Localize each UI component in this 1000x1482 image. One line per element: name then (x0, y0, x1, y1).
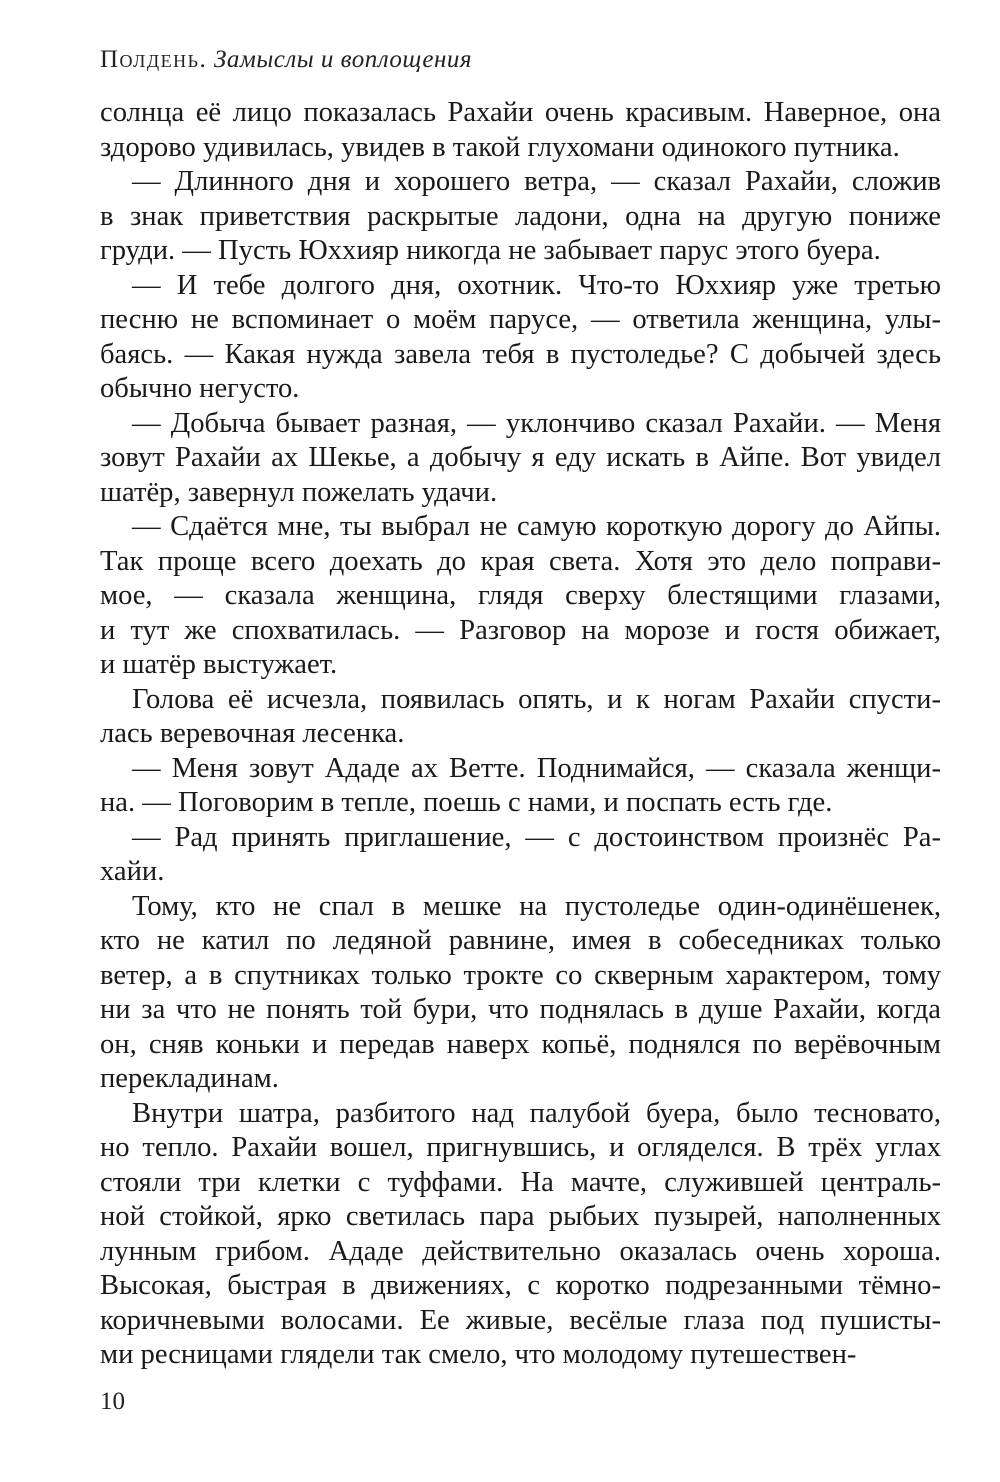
text-line: — Длинного дня и хорошего ветра, — сказал Рахайи, сложив (132, 166, 941, 197)
text-line: песню не вспоминает о моём парусе, — ответила женщина, улы- (100, 304, 941, 335)
text-line: солнца её лицо показалась Рахайи очень красивым. Наверное, она (100, 97, 941, 128)
paragraph (100, 407, 941, 511)
page-number: 10 (100, 1388, 125, 1415)
running-head-title: Замыслы и воплощения (213, 46, 473, 73)
text-line: на. — Поговорим в тепле, поешь с нами, и поспать есть где. (100, 787, 833, 818)
text-line: ветер, а в спутниках только трокте со скверным характером, тому (100, 959, 941, 991)
text-line: — Сдаётся мне, ты выбрал не самую короткую дорогу до Айпы. (132, 511, 941, 542)
text-line: ми ресницами глядели так смело, что молодому путешествен- (100, 1339, 857, 1370)
text-line: баясь. — Какая нужда завела тебя в пустоледье? С добычей здесь (100, 338, 941, 370)
paragraph (100, 890, 941, 1097)
text-line: но тепло. Рахайи вошел, пригнувшись, и огляделся. В трёх углах (100, 1132, 941, 1163)
paragraph (100, 96, 941, 165)
paragraph (100, 269, 941, 407)
text-line: — И тебе долгого дня, охотник. Что-то Юххияр уже третью (132, 269, 941, 301)
paragraph (100, 1097, 941, 1373)
paragraph (100, 510, 941, 683)
body-text (100, 96, 941, 1373)
text-line: лунным грибом. Ададе действительно оказалась очень хороша. (100, 1235, 941, 1267)
text-line: — Добыча бывает разная, — уклончиво сказал Рахайи. — Меня (132, 407, 941, 439)
text-line: Так проще всего доехать до края света. Хотя это дело поправи- (100, 545, 941, 577)
text-line: груди. — Пусть Юххияр никогда не забывает парус этого буера. (100, 235, 881, 266)
text-line: он, сняв коньки и передав наверх копьё, поднялся по верёвочным (100, 1028, 941, 1060)
text-line: — Меня зовут Ададе ах Ветте. Поднимайся, — сказала женщи- (132, 752, 941, 784)
text-line: лась веревочная лесенка. (100, 718, 405, 749)
text-line: зовут Рахайи ах Шекье, а добычу я еду искать в Айпе. Вот увидел (100, 442, 941, 473)
text-line: перекладинам. (100, 1063, 279, 1094)
running-head (100, 46, 472, 74)
text-line: Внутри шатра, разбитого над палубой буера, было тесновато, (132, 1097, 941, 1129)
text-line: Тому, кто не спал в мешке на пустоледье один-одинёшенек, (132, 890, 941, 922)
paragraph (100, 683, 941, 752)
text-line: коричневыми волосами. Ее живые, весёлые глаза под пушисты- (100, 1304, 941, 1336)
text-line: — Рад принять приглашение, — с достоинством произнёс Ра- (132, 821, 941, 853)
text-line: ни за что не понять той бури, что поднялась в душе Рахайи, когда (100, 994, 941, 1025)
paragraph (100, 752, 941, 821)
text-line: и тут же спохватилась. — Разговор на морозе и гостя обижает, (100, 614, 941, 646)
text-line: ной стойкой, ярко светилась пара рыбьих пузырей, наполненных (100, 1201, 941, 1232)
paragraph (100, 165, 941, 269)
running-head-section: Полдень. (100, 46, 208, 73)
text-line: хайи. (100, 856, 165, 887)
text-line: и шатёр выстужает. (100, 649, 338, 680)
text-line: в знак приветствия раскрытые ладони, одна на другую пониже (100, 200, 941, 232)
text-line: здорово удивилась, увидев в такой глухомани одинокого путника. (100, 131, 900, 163)
text-line: обычно негусто. (100, 373, 300, 404)
text-line: кто не катил по ледяной равнине, имея в собеседниках только (100, 925, 941, 956)
text-line: Высокая, быстрая в движениях, с коротко подрезанными тёмно- (100, 1270, 941, 1301)
text-line: Голова её исчезла, появилась опять, и к ногам Рахайи спусти- (132, 683, 941, 715)
text-line: стояли три клетки с туффами. На мачте, служившей централь- (100, 1166, 941, 1198)
text-line: шатёр, завернул пожелать удачи. (100, 476, 498, 508)
text-line: мое, — сказала женщина, глядя сверху блестящими глазами, (100, 580, 941, 611)
paragraph (100, 821, 941, 890)
